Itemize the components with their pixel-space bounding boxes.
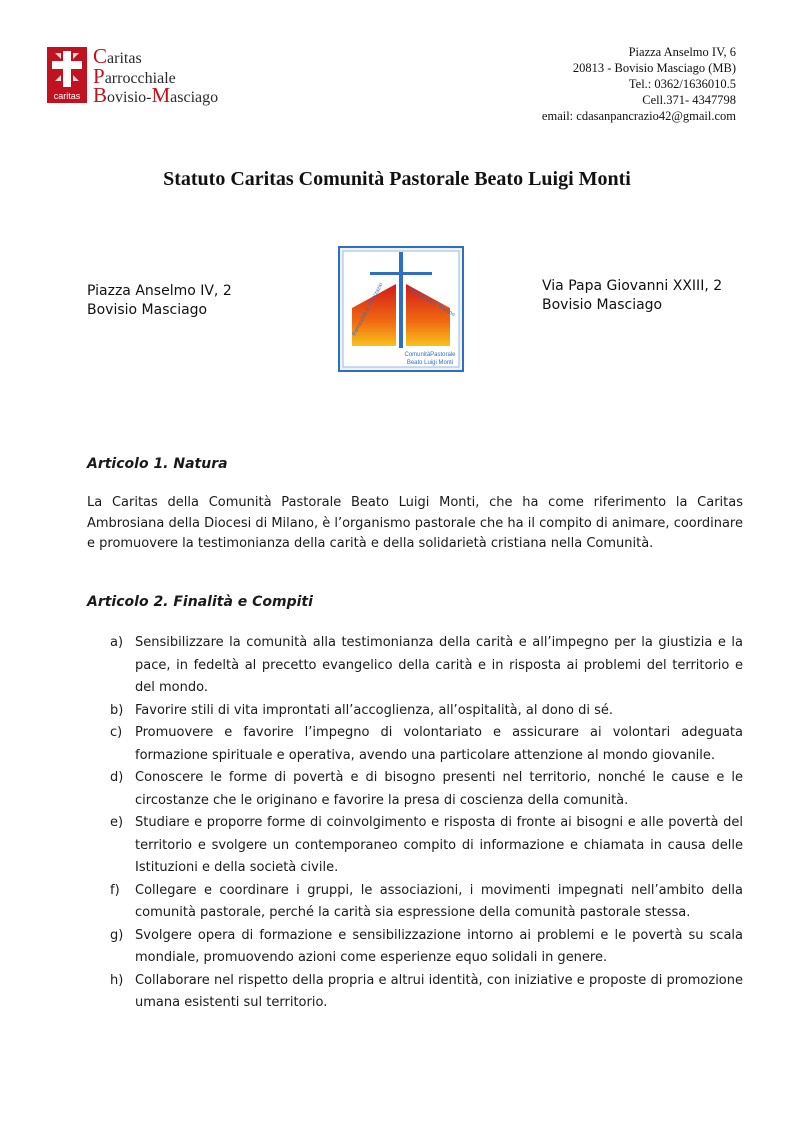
caritas-cross-icon [47,47,87,103]
emblem-caption-1: ComunitàPastorale [404,352,456,358]
emblem-caption-2: Beato Luigi Monti [406,360,454,366]
address-street: Piazza Anselmo IV, 6 [628,45,736,59]
document-title: Statuto Caritas Comunità Pastorale Beato Luigi Monti [163,168,631,190]
article-1-title: Articolo 1. Natura [87,456,228,472]
list-item: f) Collegare e coordinare i gruppi, le associazioni, i movimenti impegnati nell’ambito della comunità pastorale, perché la carità sia espressione della comunità pastorale stessa. [110,882,743,920]
logo-badge-text: caritas [53,91,81,101]
list-item: d) Conoscere le forme di povertà e di bisogno presenti nel territorio, nonché le cause e le circostanze che le originano e favorire la presa di coscienza della comunità. [110,770,743,808]
emblem-right-arc: Parrocchia S. Martino [407,286,456,319]
place-left: Piazza Anselmo IV, 2 Bovisio Masciago [87,283,232,318]
pastoral-community-emblem [338,246,464,372]
caritas-logo [47,44,232,107]
place-right: Via Papa Giovanni XXIII, 2 Bovisio Masciago [542,278,723,313]
article-2-list [110,632,743,1015]
header-address [542,44,736,124]
article-2-title: Articolo 2. Finalità e Compiti [87,594,313,610]
list-item: e) Studiare e proporre forme di coinvolgimento e risposta di fronte ai bisogni e alle povertà del territorio e svolgere un contemporaneo compito di informazione e chiamata in causa delle Istituzioni e della società civile. [110,815,743,875]
address-phone: Tel.: 0362/1636010.5 [628,77,736,91]
list-item: g) Svolgere opera di formazione e sensibilizzazione intorno ai problemi e le povertà su scala mondiale, promuovendo azioni come esperienze equo solidali in genere. [110,927,743,965]
list-item: b) Favorire stili di vita improntati all’accoglienza, all’ospitalità, al dono di sé. [110,702,614,718]
list-item: a) Sensibilizzare la comunità alla testimonianza della carità e all’impegno per la giustizia e la pace, in fedeltà al precetto evangelico della carità e in risposta ai problemi del territorio e del mondo. [110,635,743,695]
article-1-body: La Caritas della Comunità Pastorale Beato Luigi Monti, che ha come riferimento la Caritas Ambrosiana della Diocesi di Milano, è l’organismo pastorale che ha il compito di animare, coordinare e promuovere la testimonianza della carità e della solidarietà cristiana nella Comunità. [87,495,743,551]
list-item: h) Collaborare nel rispetto della propria e altrui identità, con iniziative e proposte di promozione umana esistenti sul territorio. [110,972,743,1010]
address-city: 20813 - Bovisio Masciago (MB) [572,61,736,75]
address-email: email: cdasanpancrazio42@gmail.com [541,109,736,123]
address-mobile: Cell.371- 4347798 [642,93,736,107]
logo-wordmark: Caritas Parrocchiale Bovisio-Masciago [93,44,219,107]
emblem-left-arc: Parrocchia S. Pancrazio [351,282,385,337]
list-item: c) Promuovere e favorire l’impegno di volontariato e assicurare ai volontari adeguata formazione spirituale e operativa, avendo una particolare attenzione al mondo giovanile. [110,725,743,763]
